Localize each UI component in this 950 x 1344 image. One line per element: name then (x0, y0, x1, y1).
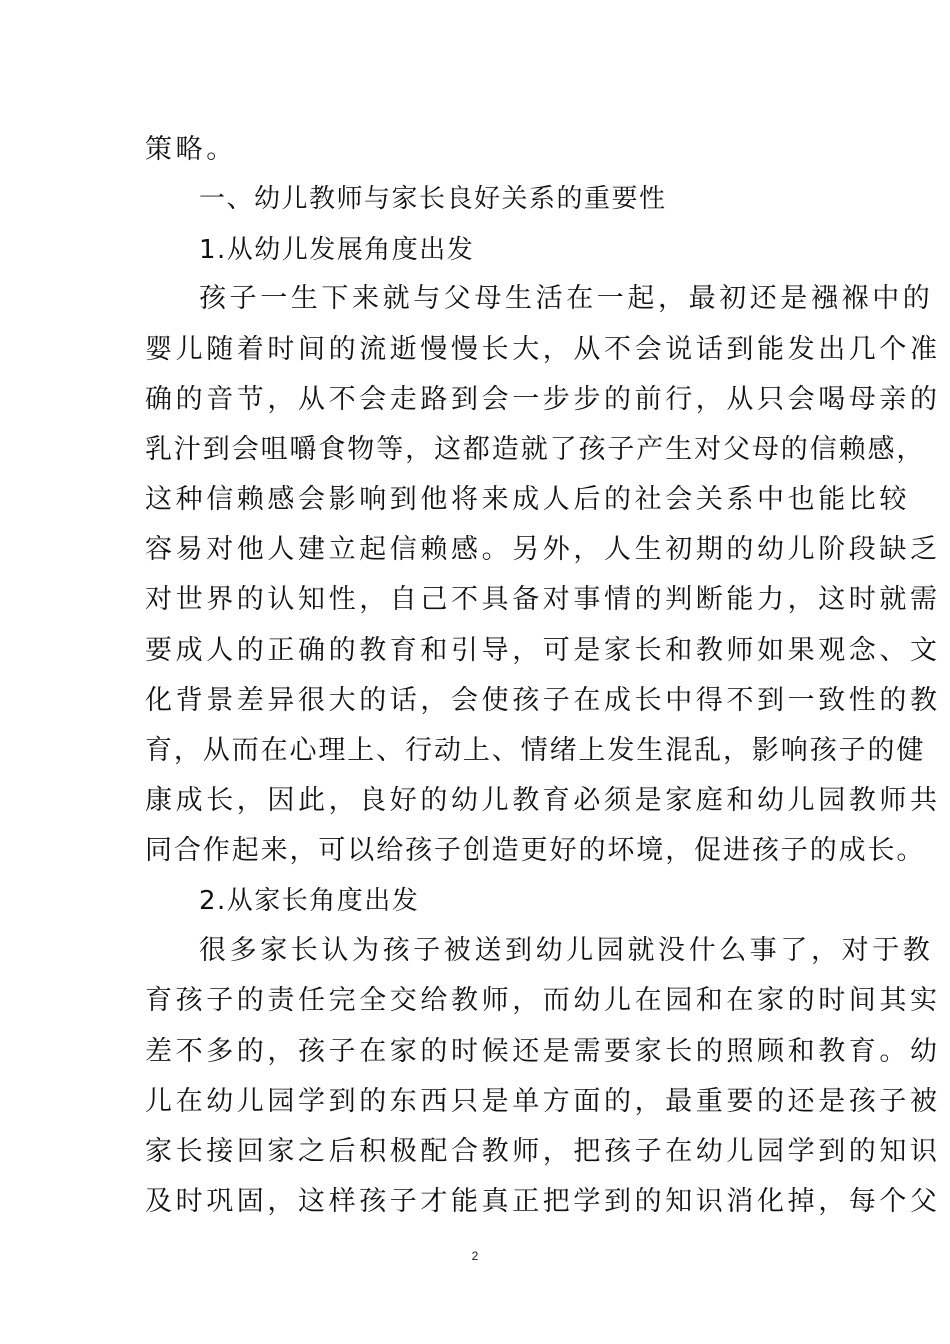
text-line: 要成人的正确的教育和引导，可是家长和教师如果观念、文 (145, 635, 941, 666)
text-line: 策略。 (145, 134, 237, 165)
text-line: 育孩子的责任完全交给教师，而幼儿在园和在家的时间其实 (145, 985, 941, 1016)
text-line: 确的音节，从不会走路到会一步步的前行，从只会喝母亲的 (145, 384, 941, 415)
page-number: 2 (471, 1249, 479, 1263)
text-line: 容易对他人建立起信赖感。另外，人生初期的幼儿阶段缺乏 (145, 534, 941, 565)
text-line: 很多家长认为孩子被送到幼儿园就没什么事了，对于教 (199, 935, 934, 966)
text-line: 对世界的认知性，自己不具备对事情的判断能力，这时就需 (145, 584, 941, 615)
text-line: 乳汁到会咀嚼食物等，这都造就了孩子产生对父母的信赖感， (145, 434, 926, 465)
text-line: 儿在幼儿园学到的东西只是单方面的，最重要的还是孩子被 (145, 1086, 941, 1117)
text-line: 孩子一生下来就与父母生活在一起，最初还是襁褓中的 (199, 283, 934, 314)
section-heading: 一、幼儿教师与家长良好关系的重要性 (199, 184, 667, 214)
text-line: 家长接回家之后积极配合教师，把孩子在幼儿园学到的知识 (145, 1136, 941, 1167)
subsection-heading: 1.从幼儿发展角度出发 (199, 235, 475, 265)
text-line: 同合作起来，可以给孩子创造更好的坏境，促进孩子的成长。 (145, 835, 926, 866)
text-line: 康成长，因此，良好的幼儿教育必须是家庭和幼儿园教师共 (145, 785, 941, 816)
text-line: 化背景差异很大的话，会使孩子在成长中得不到一致性的教 (145, 685, 941, 716)
subsection-heading: 2.从家长角度出发 (199, 886, 420, 916)
text-line: 差不多的，孩子在家的时候还是需要家长的照顾和教育。幼 (145, 1036, 941, 1067)
text-line: 育，从而在心理上、行动上、情绪上发生混乱，影响孩子的健 (145, 735, 926, 766)
text-line: 婴儿随着时间的流逝慢慢长大，从不会说话到能发出几个准 (145, 334, 941, 365)
text-line: 及时巩固，这样孩子才能真正把学到的知识消化掉，每个父 (145, 1186, 941, 1217)
text-line: 这种信赖感会影响到他将来成人后的社会关系中也能比较 (145, 484, 910, 515)
